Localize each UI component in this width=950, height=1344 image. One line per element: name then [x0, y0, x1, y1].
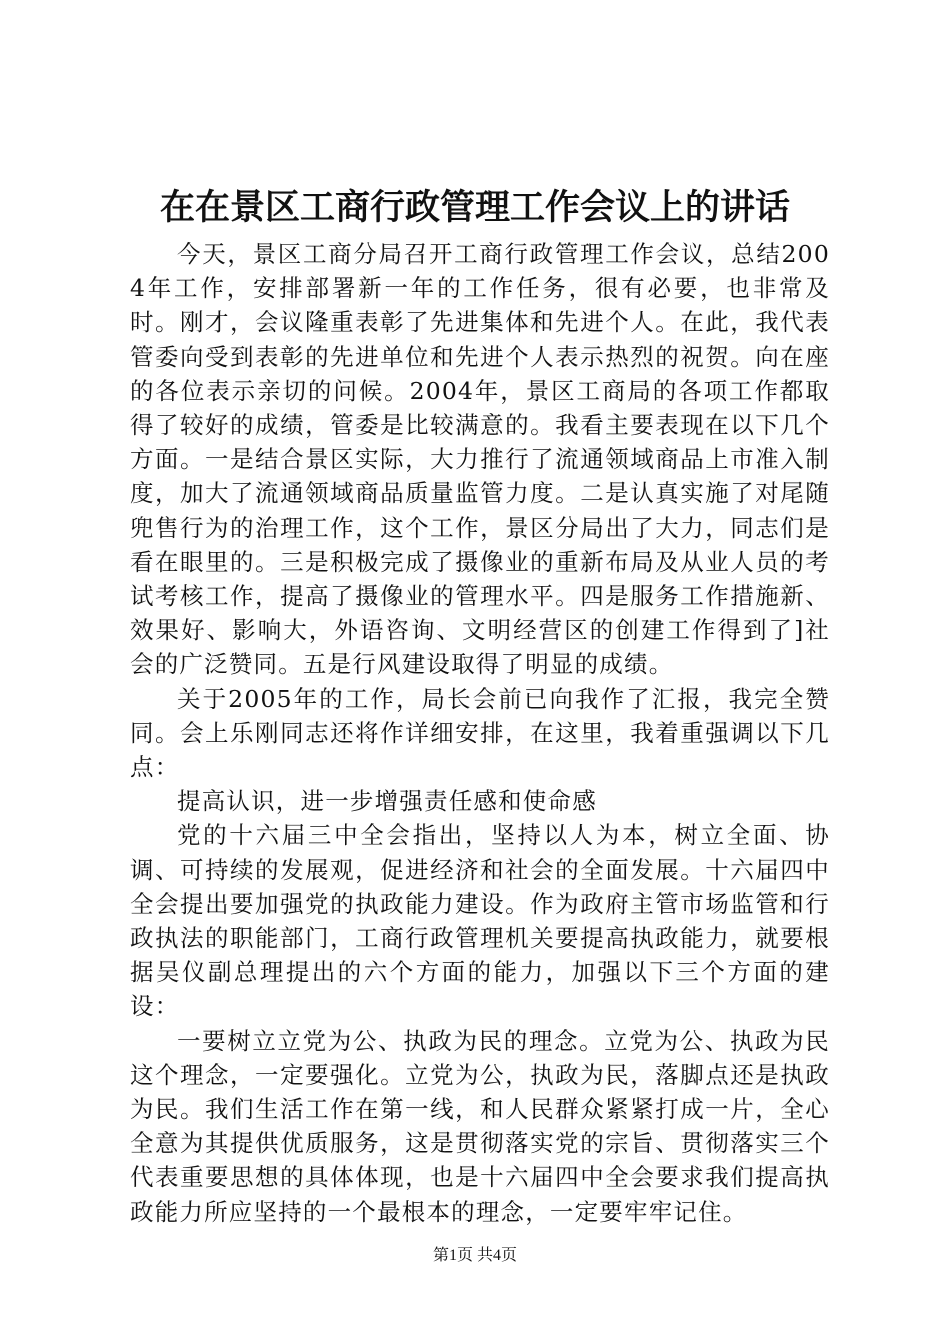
- paragraph-party-plenary: 党的十六届三中全会指出，坚持以人为本，树立全面、协调、可持续的发展观，促进经济和社会的全面发展。十六届四中全会提出要加强党的执政能力建设。作为政府主管市场监管和行政执法的职能部门，工商行政管理机关要提高执政能力，就要根据吴仪副总理提出的六个方面的能力，加强以下三个方面的建设：: [130, 821, 830, 1021]
- paragraph-intro: 今天，景区工商分局召开工商行政管理工作会议，总结2004年工作，安排部署新一年的工作任务，很有必要，也非常及时。刚才，会议隆重表彰了先进集体和先进个人。在此，我代表管委向受到表彰的先进单位和先进个人表示热烈的祝贺。向在座的各位表示亲切的问候。2004年，景区工商局的各项工作都取得了较好的成绩，管委是比较满意的。我看主要表现在以下几个方面。一是结合景区实际，大力推行了流通领域商品上市准入制度，加大了流通领域商品质量监管力度。二是认真实施了对尾随兜售行为的治理工作，这个工作，景区分局出了大力，同志们是看在眼里的。三是积极完成了摄像业的重新布局及从业人员的考试考核工作，提高了摄像业的管理水平。四是服务工作措施新、效果好、影响大，外语咨询、文明经营区的创建工作得到了]社会的广泛赞同。五是行风建设取得了明显的成绩。: [130, 240, 830, 679]
- paragraph-2005-work: 关于2005年的工作，局长会前已向我作了汇报，我完全赞同。会上乐刚同志还将作详细安排，在这里，我着重强调以下几点：: [130, 684, 830, 782]
- paragraph-first-point: 一要树立立党为公、执政为民的理念。立党为公、执政为民这个理念，一定要强化。立党为公，执政为民，落脚点还是执政为民。我们生活工作在第一线，和人民群众紧紧打成一片，全心全意为其提供优质服务，这是贯彻落实党的宗旨、贯彻落实三个代表重要思想的具体体现，也是十六届四中全会要求我们提高执政能力所应坚持的一个最根本的理念，一定要牢牢记住。: [130, 1026, 830, 1226]
- document-title: 在在景区工商行政管理工作会议上的讲话: [159, 187, 790, 228]
- page-footer: 第1页 共4页: [432, 1247, 517, 1264]
- section-heading: 提高认识，进一步增强责任感和使命感: [177, 787, 597, 816]
- document-body: [130, 237, 830, 1229]
